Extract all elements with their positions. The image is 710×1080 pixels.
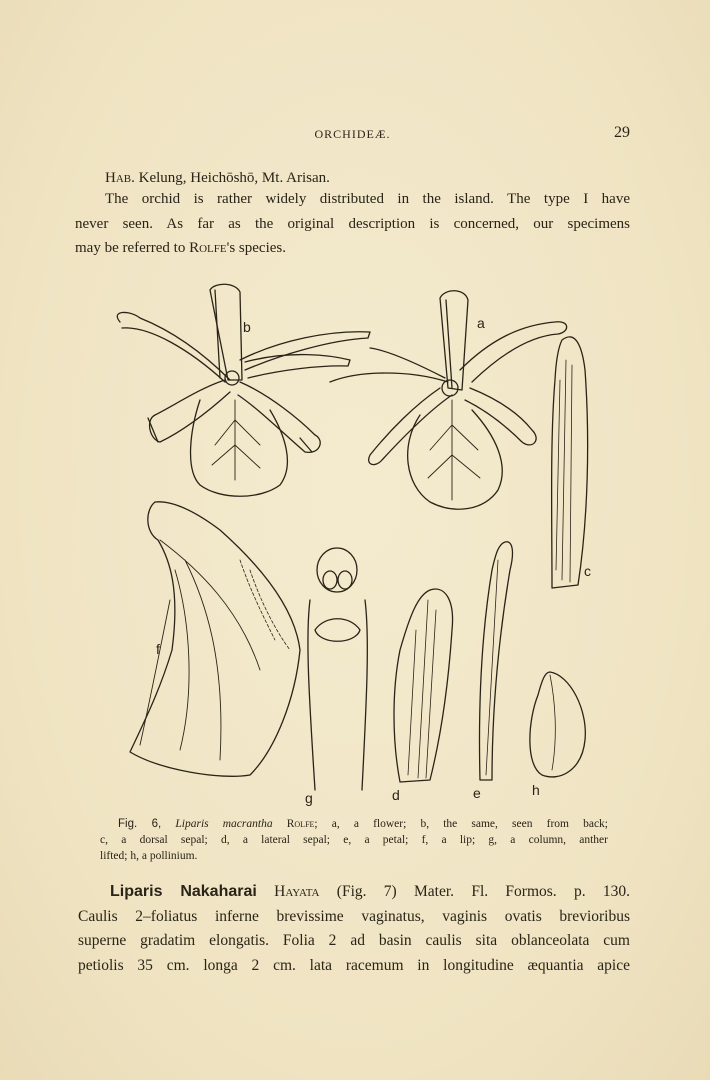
species-line-3: superne gradatim elongatis. Folia 2 ad basin caulis sita oblanceolata cum bbox=[78, 932, 630, 949]
figure-label-d: d bbox=[392, 787, 400, 803]
paragraph-line-3 bbox=[75, 236, 630, 261]
species-line-2: Caulis 2–foliatus inferne brevissime vaginatus, vaginis ovatis brevioribus bbox=[78, 907, 630, 925]
paragraph-author: Rolfe bbox=[189, 240, 227, 256]
paragraph-line-3-pre: may be referred to bbox=[75, 240, 190, 256]
lateral-sepal-drawing bbox=[394, 589, 453, 782]
figure-label-a: a bbox=[477, 315, 485, 331]
figure-caption bbox=[100, 816, 608, 864]
running-head bbox=[75, 124, 630, 144]
figure-label-e: e bbox=[473, 785, 481, 801]
species-line-1 bbox=[78, 880, 630, 905]
paragraph-line-2: never seen. As far as the original description is concerned, our specimens bbox=[75, 215, 630, 232]
species-description bbox=[78, 880, 630, 978]
species-line-4: petiolis 35 cm. longa 2 cm. lata racemum in longitudine æquantia apice bbox=[78, 956, 630, 974]
habitat-text: Kelung, Heichōshō, Mt. Arisan. bbox=[138, 170, 330, 186]
caption-species: Liparis macrantha bbox=[175, 818, 273, 830]
flower-a-drawing bbox=[330, 291, 567, 509]
figure-label-c: c bbox=[584, 563, 591, 579]
paragraph-line-1: The orchid is rather widely distributed in the island. The type I have bbox=[105, 191, 630, 207]
caption-line-1-rest: ; a, a flower; b, the same, seen from back; bbox=[314, 818, 609, 830]
flower-b-drawing bbox=[117, 284, 370, 496]
figure-label-f: f bbox=[156, 641, 160, 657]
caption-line-3: lifted; h, a pollinium. bbox=[100, 850, 198, 862]
figure-label-b: b bbox=[243, 319, 251, 335]
running-title: ORCHIDEÆ. bbox=[314, 127, 391, 141]
botanical-figure bbox=[100, 270, 620, 810]
paragraph-line-3-post: 's species. bbox=[226, 240, 286, 256]
species-author: Hayata bbox=[274, 883, 320, 900]
caption-line-1 bbox=[100, 816, 608, 832]
figure-label-h: h bbox=[532, 782, 540, 798]
caption-author: Rolfe bbox=[286, 818, 315, 830]
caption-line-2: c, a dorsal sepal; d, a lateral sepal; e, a petal; f, a lip; g, a column, anther bbox=[100, 834, 608, 846]
orchid-illustration bbox=[100, 270, 620, 810]
lip-drawing bbox=[130, 502, 300, 776]
species-name: Liparis Nakaharai bbox=[110, 883, 257, 900]
column-drawing bbox=[308, 548, 367, 790]
page-number: 29 bbox=[614, 124, 630, 141]
caption-fig-label: Fig. 6, bbox=[118, 818, 162, 830]
dorsal-sepal-drawing bbox=[552, 337, 588, 588]
figure-label-g: g bbox=[305, 790, 313, 806]
pollinium-drawing bbox=[530, 672, 585, 777]
habitat-label: Hab. bbox=[105, 170, 135, 186]
species-reference: (Fig. 7) Mater. Fl. Formos. p. 130. bbox=[336, 883, 631, 900]
petal-drawing bbox=[480, 542, 513, 780]
distribution-paragraph bbox=[75, 187, 630, 261]
